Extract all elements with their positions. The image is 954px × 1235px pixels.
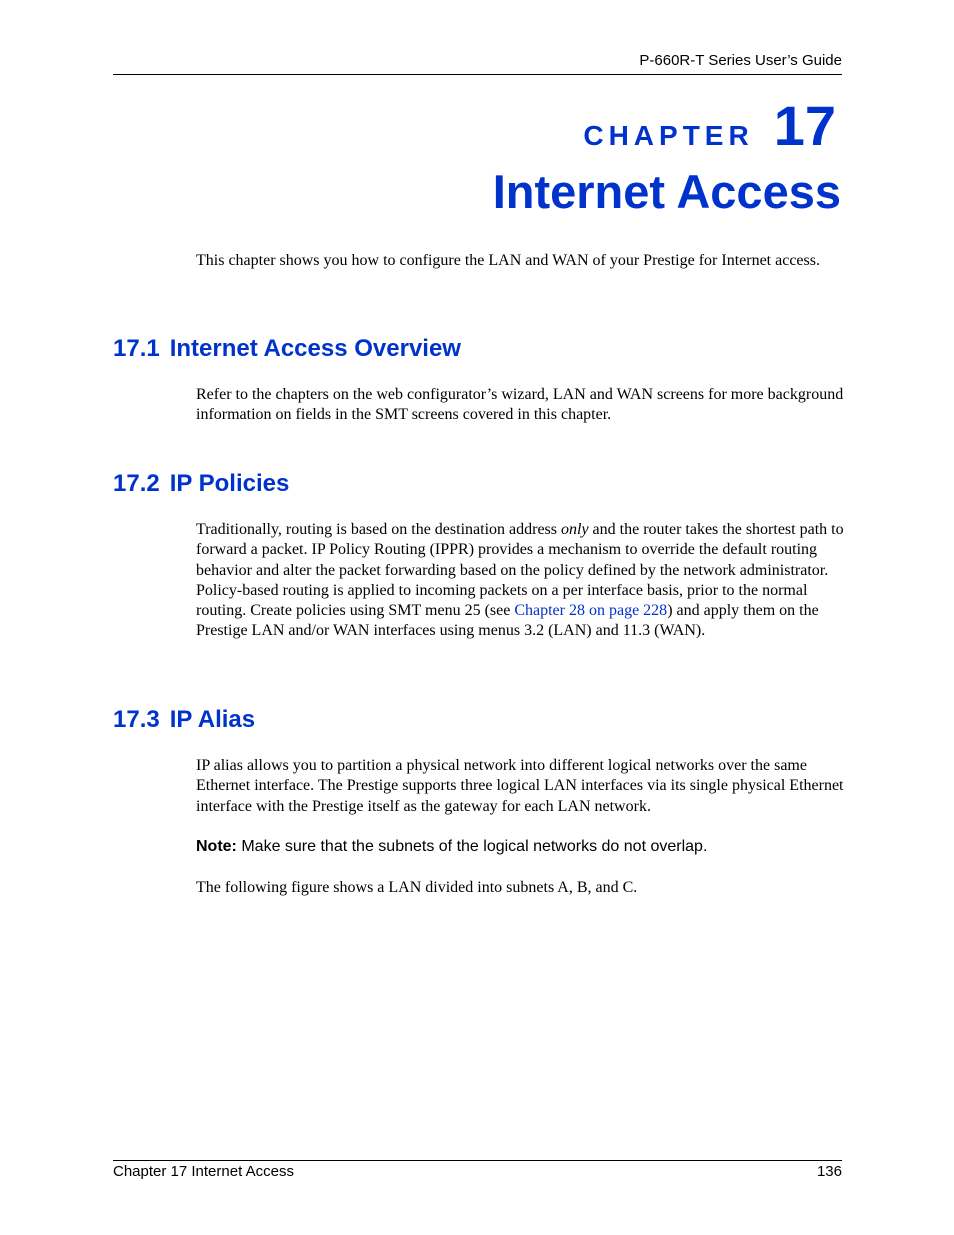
emphasis-text: only xyxy=(561,521,589,538)
page-number: 136 xyxy=(816,1163,842,1180)
paragraph-text: ) and apply them on the Prestige LAN and/or WAN interfaces using menus 3.2 (LAN) and 11.3 (WAN). xyxy=(196,602,819,640)
section-17-2-paragraph xyxy=(196,520,844,642)
section-number: 17.1 xyxy=(113,335,160,362)
section-17-1-paragraph: Refer to the chapters on the web configurator’s wizard, LAN and WAN screens for more background information on fields in the SMT screens covered in this chapter. xyxy=(196,386,844,424)
intro-paragraph: This chapter shows you how to configure the LAN and WAN of your Prestige for Internet access. xyxy=(196,252,820,269)
section-number: 17.3 xyxy=(113,706,160,733)
note-text: Make sure that the subnets of the logical networks do not overlap. xyxy=(236,838,708,855)
section-title: Internet Access Overview xyxy=(169,335,461,362)
page-footer xyxy=(113,1160,842,1180)
chapter-number: 17 xyxy=(773,94,836,157)
section-heading-17-2 xyxy=(113,472,289,496)
section-heading-17-1 xyxy=(113,337,461,361)
note xyxy=(196,838,707,856)
section-17-3-paragraph: IP alias allows you to partition a physical network into different logical networks over the same Ethernet interface. The Prestige supports three logical LAN interfaces via its single physical Ethernet interface with the Prestige itself as the gateway for each LAN network. xyxy=(196,757,844,815)
paragraph-text: and the router takes the shortest path to forward a packet. IP Policy Routing (IPPR) provides a mechanism to override the default routing behavior and alter the packet forwarding based on the policy defined by the network administrator. Policy-based routing is applied to incoming packets on a per interface basis, prior to the normal routing. Create policies using SMT menu 25 (see xyxy=(196,521,844,620)
footer-chapter-title: Chapter 17 Internet Access xyxy=(113,1163,294,1180)
chapter-28-link[interactable]: Chapter 28 on page 228 xyxy=(514,602,668,620)
chapter-title: Internet Access xyxy=(492,165,841,218)
paragraph-text: Traditionally, routing is based on the destination address xyxy=(196,521,561,538)
chapter-label xyxy=(583,94,836,157)
section-heading-17-3 xyxy=(113,708,255,732)
figure-intro-paragraph: The following figure shows a LAN divided into subnets A, B, and C. xyxy=(196,879,638,896)
section-number: 17.2 xyxy=(113,470,160,497)
section-title: IP Policies xyxy=(169,470,290,497)
page-header xyxy=(113,50,842,75)
note-label: Note: xyxy=(196,838,237,855)
guide-title: P-660R-T Series User’s Guide xyxy=(639,52,842,69)
section-title: IP Alias xyxy=(169,706,256,733)
chapter-word: chapter xyxy=(583,110,754,154)
